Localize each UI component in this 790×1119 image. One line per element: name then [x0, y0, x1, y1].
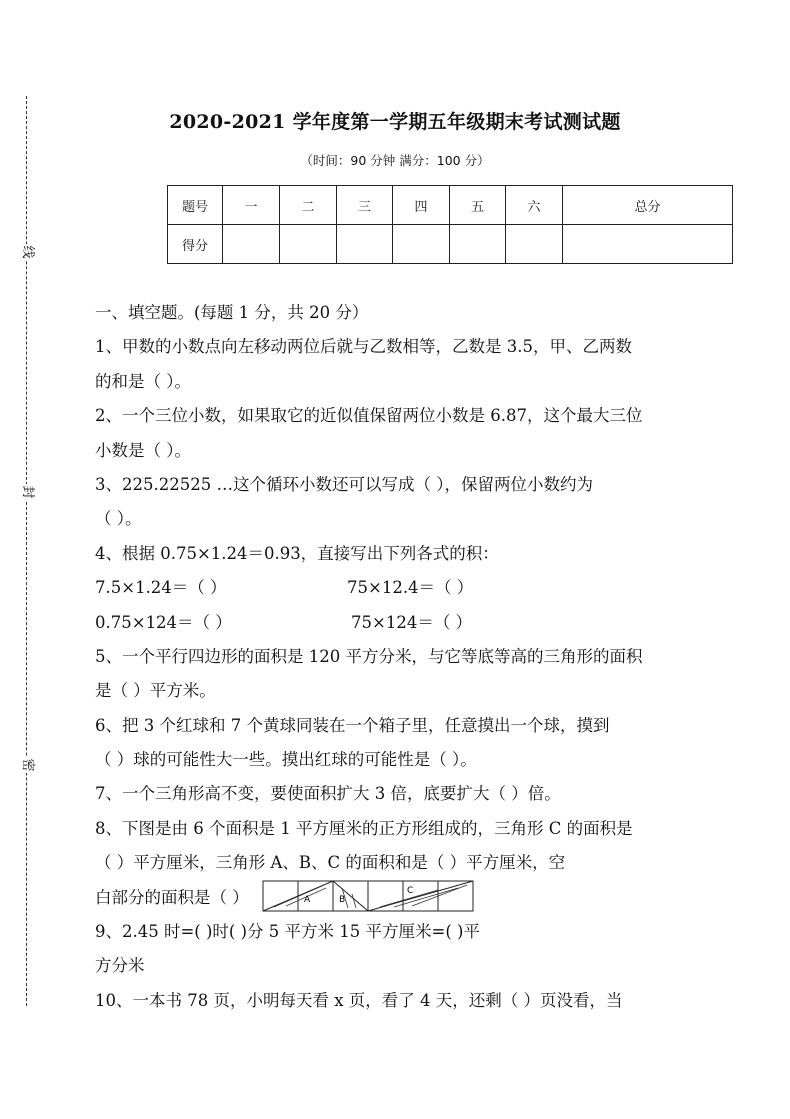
squares-triangles-figure — [262, 880, 474, 912]
section-heading: 一、填空题。(每题 1 分，共 20 分） — [95, 303, 369, 322]
question-2-line-2: 小数是（ ）。 — [95, 440, 191, 460]
score-col-3: 三 — [337, 186, 393, 225]
score-cell[interactable] — [223, 225, 280, 264]
section-fill-in — [95, 296, 697, 1018]
score-cell[interactable] — [506, 225, 563, 264]
score-header-label: 题号 — [168, 186, 223, 225]
score-cell[interactable] — [450, 225, 506, 264]
question-3-line-2: （ ）。 — [95, 509, 142, 529]
question-4-expr-2: 75×12.4＝（ ） — [347, 578, 474, 598]
question-8-line-3-text: 白部分的面积是（ ） — [95, 887, 249, 907]
question-4-line-1: 4、根据 0.75×1.24＝0.93，直接写出下列各式的积： — [95, 543, 499, 563]
question-1-line-1: 1、甲数的小数点向左移动两位后就与乙数相等，乙数是 3.5，甲、乙两数 — [95, 337, 632, 357]
question-4-expr-3: 0.75×124＝（ ） — [95, 612, 232, 632]
question-9-line-2: 方分米 — [95, 956, 145, 976]
question-6-line-1: 6、把 3 个红球和 7 个黄球同装在一个箱子里，任意摸出一个球，摸到 — [95, 715, 610, 735]
question-2-line-1: 2、一个三位小数，如果取它的近似值保留两位小数是 6.87，这个最大三位 — [95, 406, 643, 426]
question-5-line-2: 是（ ）平方米。 — [95, 681, 216, 701]
score-col-total: 总分 — [563, 186, 733, 225]
question-8-line-2: （ ）平方厘米，三角形 A、B、C 的面积和是（ ）平方厘米，空 — [95, 853, 566, 873]
question-9-line-1: 9、2.45 时=( )时( )分 5 平方米 15 平方厘米=( )平 — [95, 922, 480, 942]
score-table — [167, 185, 733, 264]
binding-label-xian: 线 — [20, 245, 35, 259]
question-4-expr-1: 7.5×1.24＝（ ） — [95, 578, 227, 598]
page-subtitle: （时间：90 分钟 满分：100 分） — [300, 153, 490, 168]
figure-label-c: C — [407, 886, 414, 897]
question-10-line-1: 10、一本书 78 页，小明每天看 x 页，看了 4 天，还剩（ ）页没看，当 — [95, 990, 623, 1010]
question-8-line-1: 8、下图是由 6 个面积是 1 平方厘米的正方形组成的，三角形 C 的面积是 — [95, 818, 633, 838]
figure-label-a: A — [304, 895, 311, 906]
score-col-2: 二 — [280, 186, 337, 225]
question-1-line-2: 的和是（ ）。 — [95, 371, 191, 391]
binding-label-mi: 密 — [20, 758, 35, 772]
question-8-line-3 — [95, 881, 697, 915]
binding-dashed-line — [26, 96, 27, 1006]
score-col-4: 四 — [393, 186, 450, 225]
score-row-label: 得分 — [168, 225, 223, 264]
question-6-line-2: （ ）球的可能性大一些。摸出红球的可能性是（ ）。 — [95, 750, 477, 770]
page-title: 2020-2021 学年度第一学期五年级期末考试测试题 — [169, 111, 621, 133]
score-cell[interactable] — [393, 225, 450, 264]
question-4-row-1 — [95, 571, 697, 605]
score-table-score-row — [168, 225, 733, 264]
score-cell[interactable] — [337, 225, 393, 264]
question-4-row-2 — [95, 606, 697, 640]
score-col-1: 一 — [223, 186, 280, 225]
figure-label-b: B — [339, 895, 346, 906]
score-table-header-row — [168, 186, 733, 225]
question-3-line-1: 3、225.22525 …这个循环小数还可以写成（ ），保留两位小数约为 — [95, 474, 593, 494]
question-7-line-1: 7、一个三角形高不变，要使面积扩大 3 倍，底要扩大（ ）倍。 — [95, 784, 561, 804]
score-cell[interactable] — [280, 225, 337, 264]
score-col-6: 六 — [506, 186, 563, 225]
binding-label-feng: 封 — [20, 485, 35, 499]
question-4-expr-4: 75×124＝（ ） — [351, 612, 473, 632]
question-5-line-1: 5、一个平行四边形的面积是 120 平方分米，与它等底等高的三角形的面积 — [95, 646, 643, 666]
score-cell[interactable] — [563, 225, 733, 264]
score-col-5: 五 — [450, 186, 506, 225]
